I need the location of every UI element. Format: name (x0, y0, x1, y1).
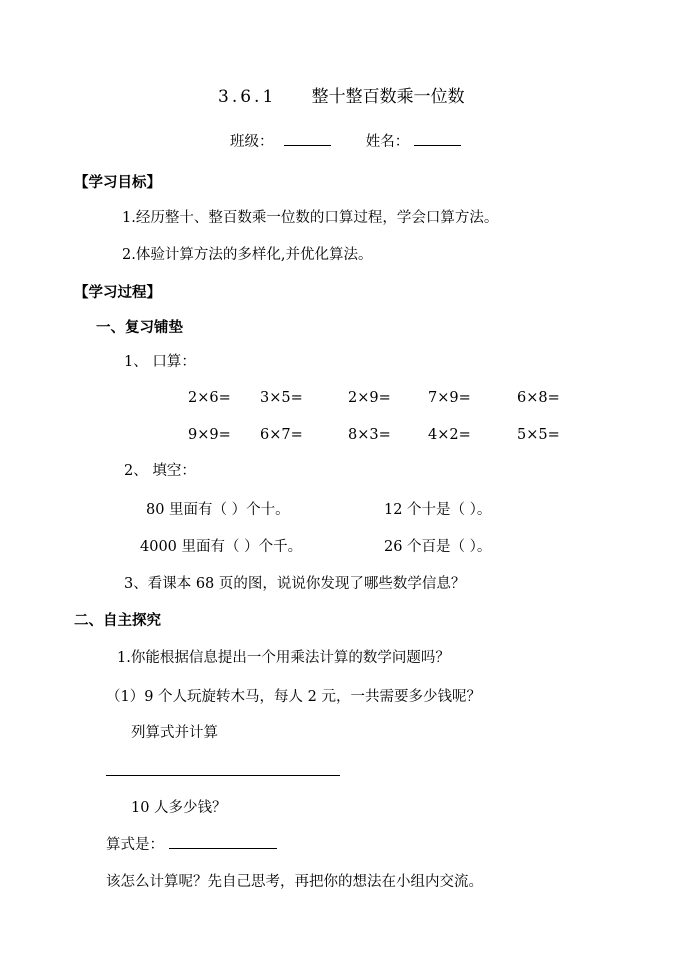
fill-item: 80 里面有（ ）个十。 (146, 502, 290, 518)
equation-blank[interactable] (169, 847, 277, 849)
class-label: 班级： (230, 134, 274, 150)
answer-line[interactable] (106, 775, 340, 776)
s2-p1: （1）9 个人玩旋转木马，每人 2 元，一共需要多少钱呢？ (106, 689, 482, 705)
class-blank[interactable] (284, 144, 331, 146)
formula-prompt: 列算式并计算 (131, 725, 218, 741)
q2-label: 2、 填空： (124, 463, 196, 479)
q1-label: 1、 口算： (124, 354, 196, 370)
calc-item: 6×7= (260, 427, 303, 443)
objective-item: 1.经历整十、整百数乘一位数的口算过程，学会口算方法。 (122, 210, 499, 226)
fill-item: 26 个百是（ ）。 (384, 539, 492, 555)
calc-item: 7×9= (428, 390, 471, 406)
calc-item: 6×8= (517, 390, 560, 406)
calc-item: 5×5= (517, 427, 560, 443)
q3-text: 3、看课本 68 页的图，说说你发现了哪些数学信息？ (124, 576, 466, 592)
section1-heading: 一、复习铺垫 (96, 319, 183, 336)
page-title (218, 89, 465, 106)
name-label: 姓名： (365, 134, 410, 150)
calc-item: 8×3= (348, 427, 391, 443)
fill-item: 4000 里面有（ ）个千。 (140, 539, 303, 555)
ten-people-question: 10 人多少钱？ (131, 800, 227, 816)
s2-q1: 1.你能根据信息提出一个用乘法计算的数学问题吗？ (117, 650, 450, 666)
think-prompt: 该怎么计算呢？先自己思考，再把你的想法在小组内交流。 (106, 874, 483, 890)
equation-row (106, 838, 277, 853)
calc-item: 2×9= (348, 390, 391, 406)
name-blank[interactable] (414, 144, 461, 146)
student-info (230, 135, 461, 150)
objective-item: 2.体验计算方法的多样化,并优化算法。 (122, 247, 373, 263)
calc-item: 4×2= (428, 427, 471, 443)
title-number: 3.6.1 (218, 87, 277, 107)
fill-item: 12 个十是（ ）。 (384, 502, 492, 518)
process-heading: 【学习过程】 (74, 284, 161, 301)
calc-item: 3×5= (260, 390, 303, 406)
section2-heading: 二、自主探究 (74, 612, 161, 629)
title-text: 整十整百数乘一位数 (311, 87, 465, 107)
calc-item: 9×9= (188, 427, 231, 443)
objectives-heading: 【学习目标】 (74, 174, 161, 191)
calc-item: 2×6= (188, 390, 231, 406)
equation-label: 算式是： (106, 837, 164, 853)
